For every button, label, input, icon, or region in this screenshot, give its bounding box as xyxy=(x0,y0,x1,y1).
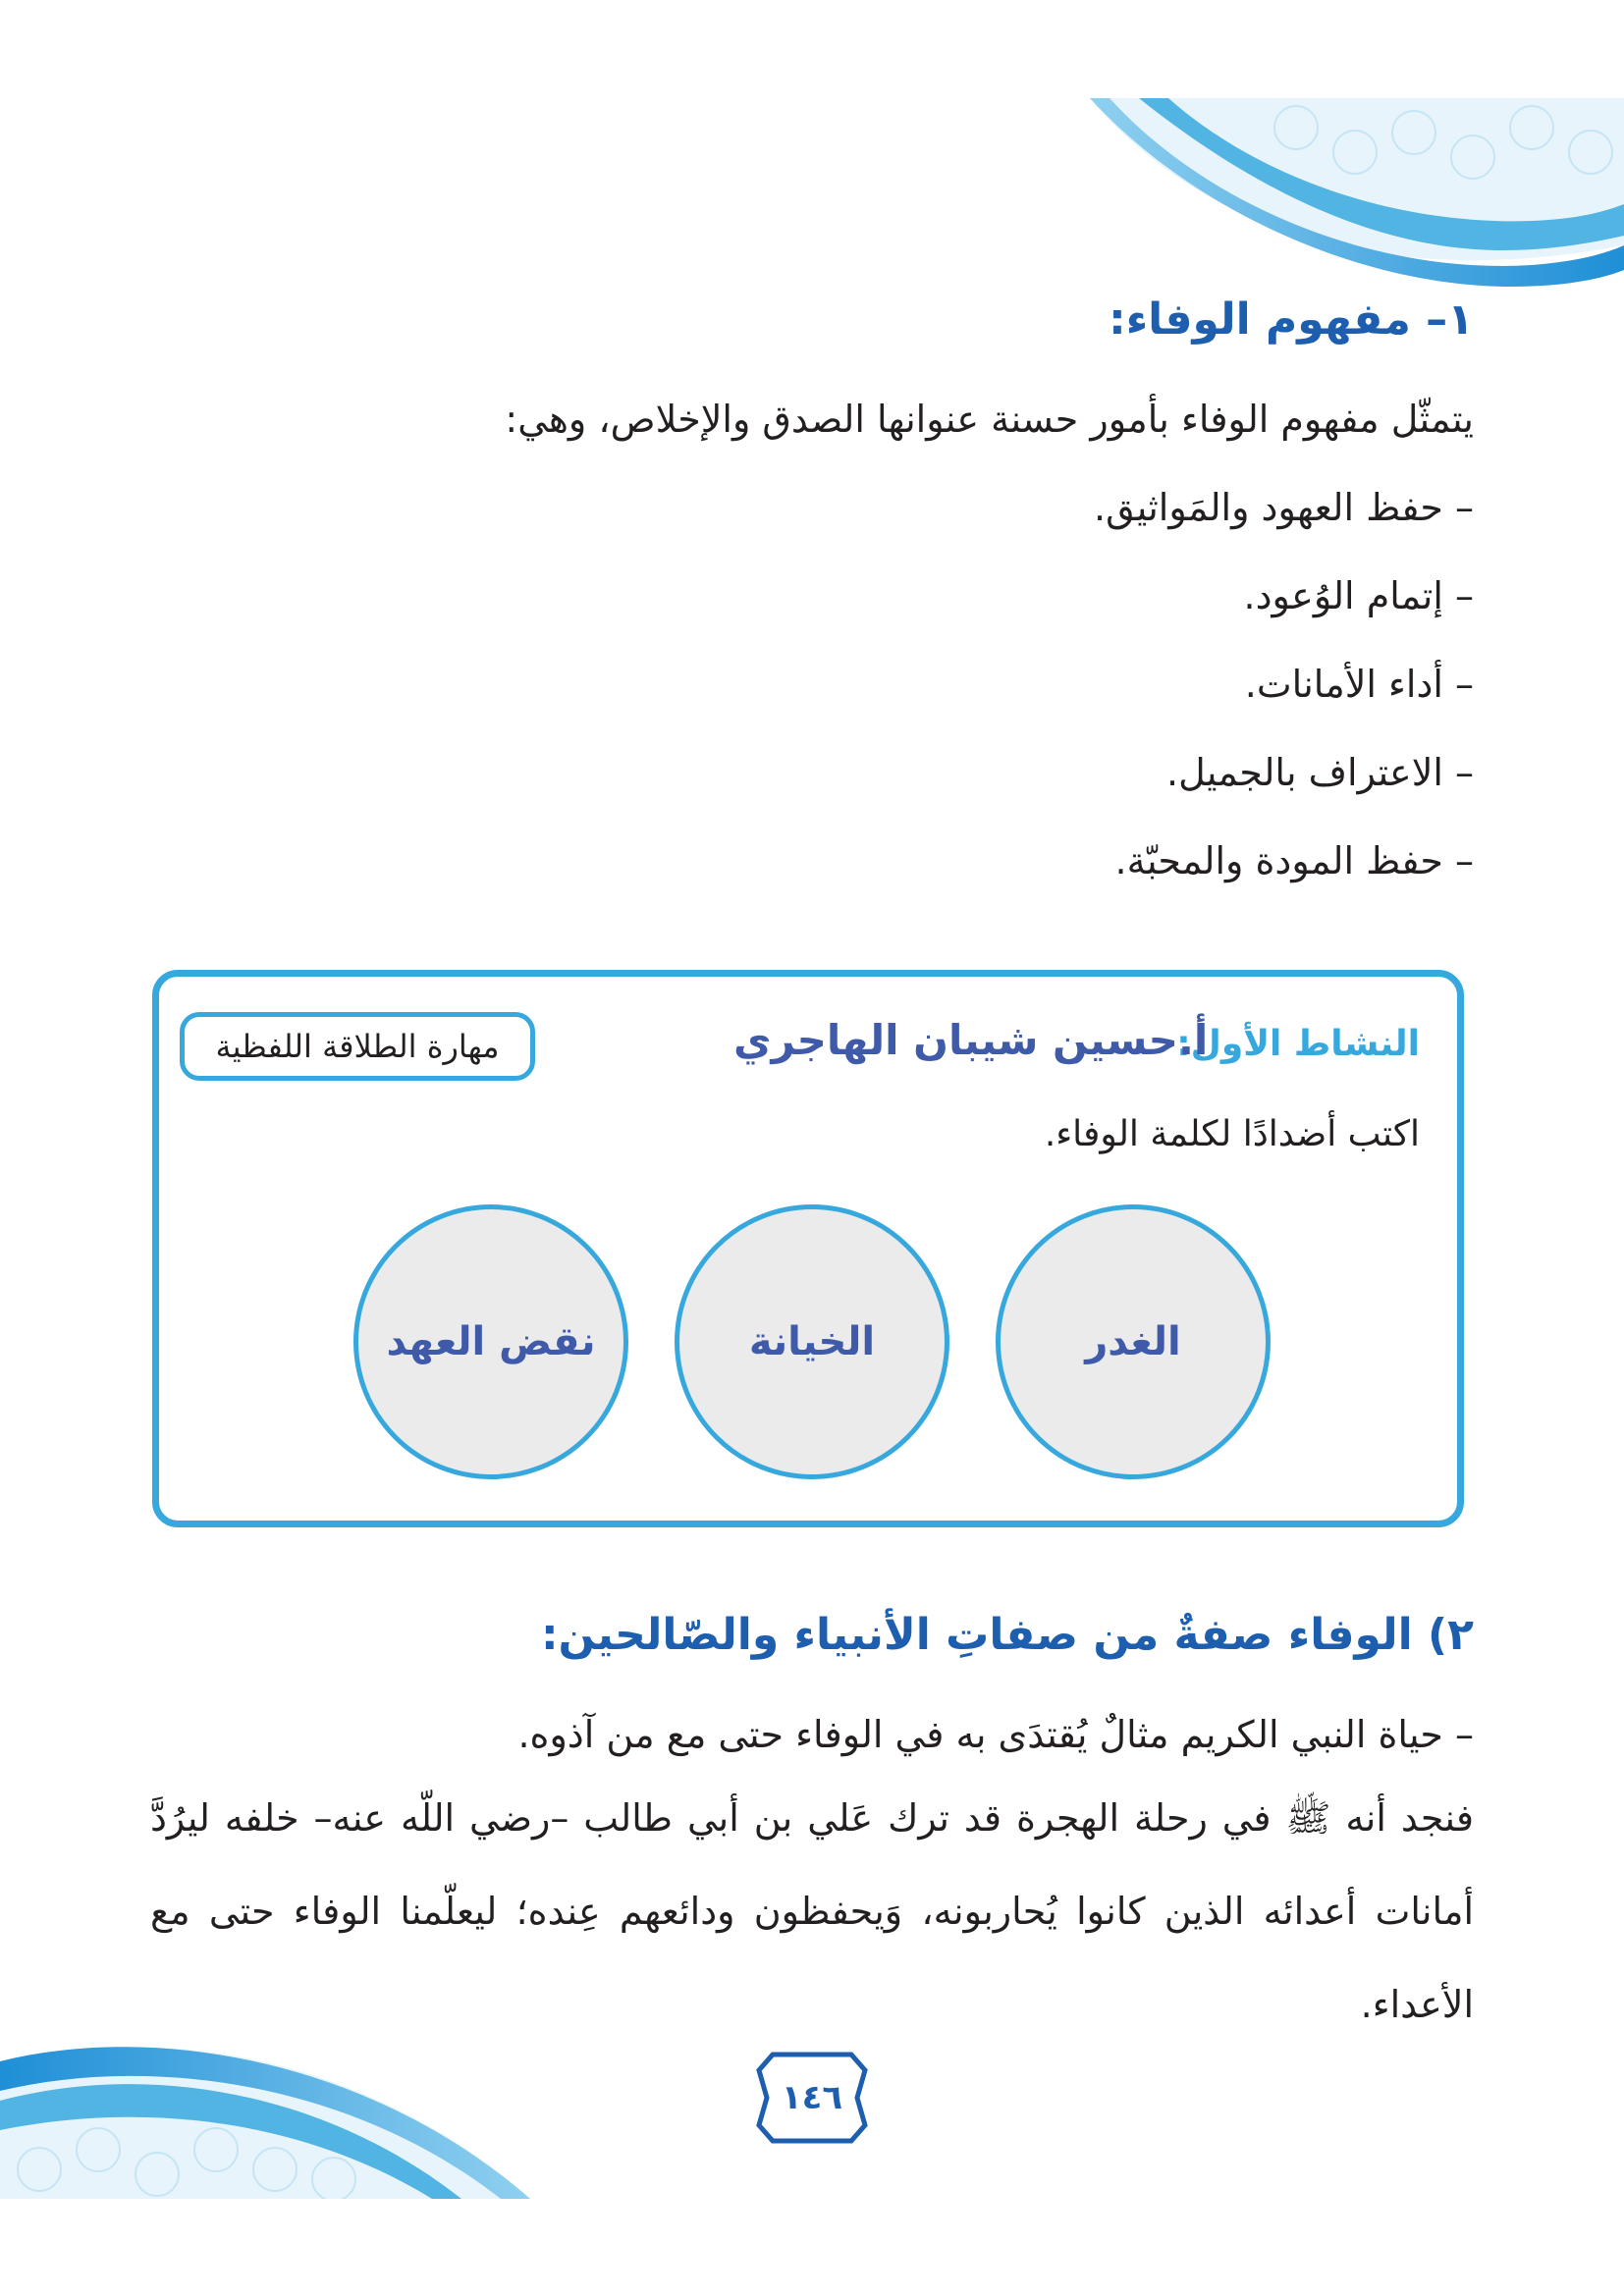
answer-text: الغدر xyxy=(1085,1319,1181,1364)
activity-title: النشاط الأول: xyxy=(1176,1024,1420,1064)
section2-paragraph: فنجد أنه ﷺ في رحلة الهجرة قد ترك عَلي بن أبي طالب –رضي اللّه عنه– خلفه ليرُدَّ أمانات أعدائه الذين كانوا يُحاربونه، وَيحفظون ودائعهم عِنده؛ ليعلّمنا الوفاء حتى مع الأعداء. xyxy=(150,1796,1474,2026)
section2-heading: ٢) الوفاء صفةٌ من صفاتِ الأنبياء والصّالحين: xyxy=(540,1610,1474,1660)
section1-intro: يتمثّل مفهوم الوفاء بأمور حسنة عنوانها الصدق والإخلاص، وهي: xyxy=(505,398,1474,441)
page-number xyxy=(751,2047,873,2149)
answer-text: الخيانة xyxy=(748,1319,876,1364)
list-item: – إتمام الوُعود. xyxy=(1243,574,1474,617)
skill-badge-label: مهارة الطلاقة اللفظية xyxy=(215,1028,500,1065)
activity-instruction: اكتب أضدادًا لكلمة الوفاء. xyxy=(1044,1114,1420,1154)
activity-box xyxy=(152,970,1464,1527)
section1-heading: ١– مفهوم الوفاء: xyxy=(1109,294,1474,345)
answer-circle xyxy=(675,1204,949,1479)
author-name: أ.حسين شيبان الهاجري xyxy=(733,1016,1209,1064)
answer-text: نقض العهد xyxy=(386,1319,596,1364)
top-corner-wave-icon xyxy=(1070,98,1624,294)
section2-bullet: – حياة النبي الكريم مثالٌ يُقتدَى به في الوفاء حتى مع من آذوه. xyxy=(517,1713,1474,1756)
list-item: – حفظ المودة والمحبّة. xyxy=(1114,839,1474,882)
list-item: – حفظ العهود والمَواثيق. xyxy=(1093,486,1474,529)
answer-circle xyxy=(353,1204,628,1479)
list-item: – الاعتراف بالجميل. xyxy=(1166,751,1474,794)
page-number-text: ١٤٦ xyxy=(781,2078,843,2117)
list-item: – أداء الأمانات. xyxy=(1244,663,1474,706)
answer-circle xyxy=(996,1204,1271,1479)
skill-badge xyxy=(180,1012,535,1081)
